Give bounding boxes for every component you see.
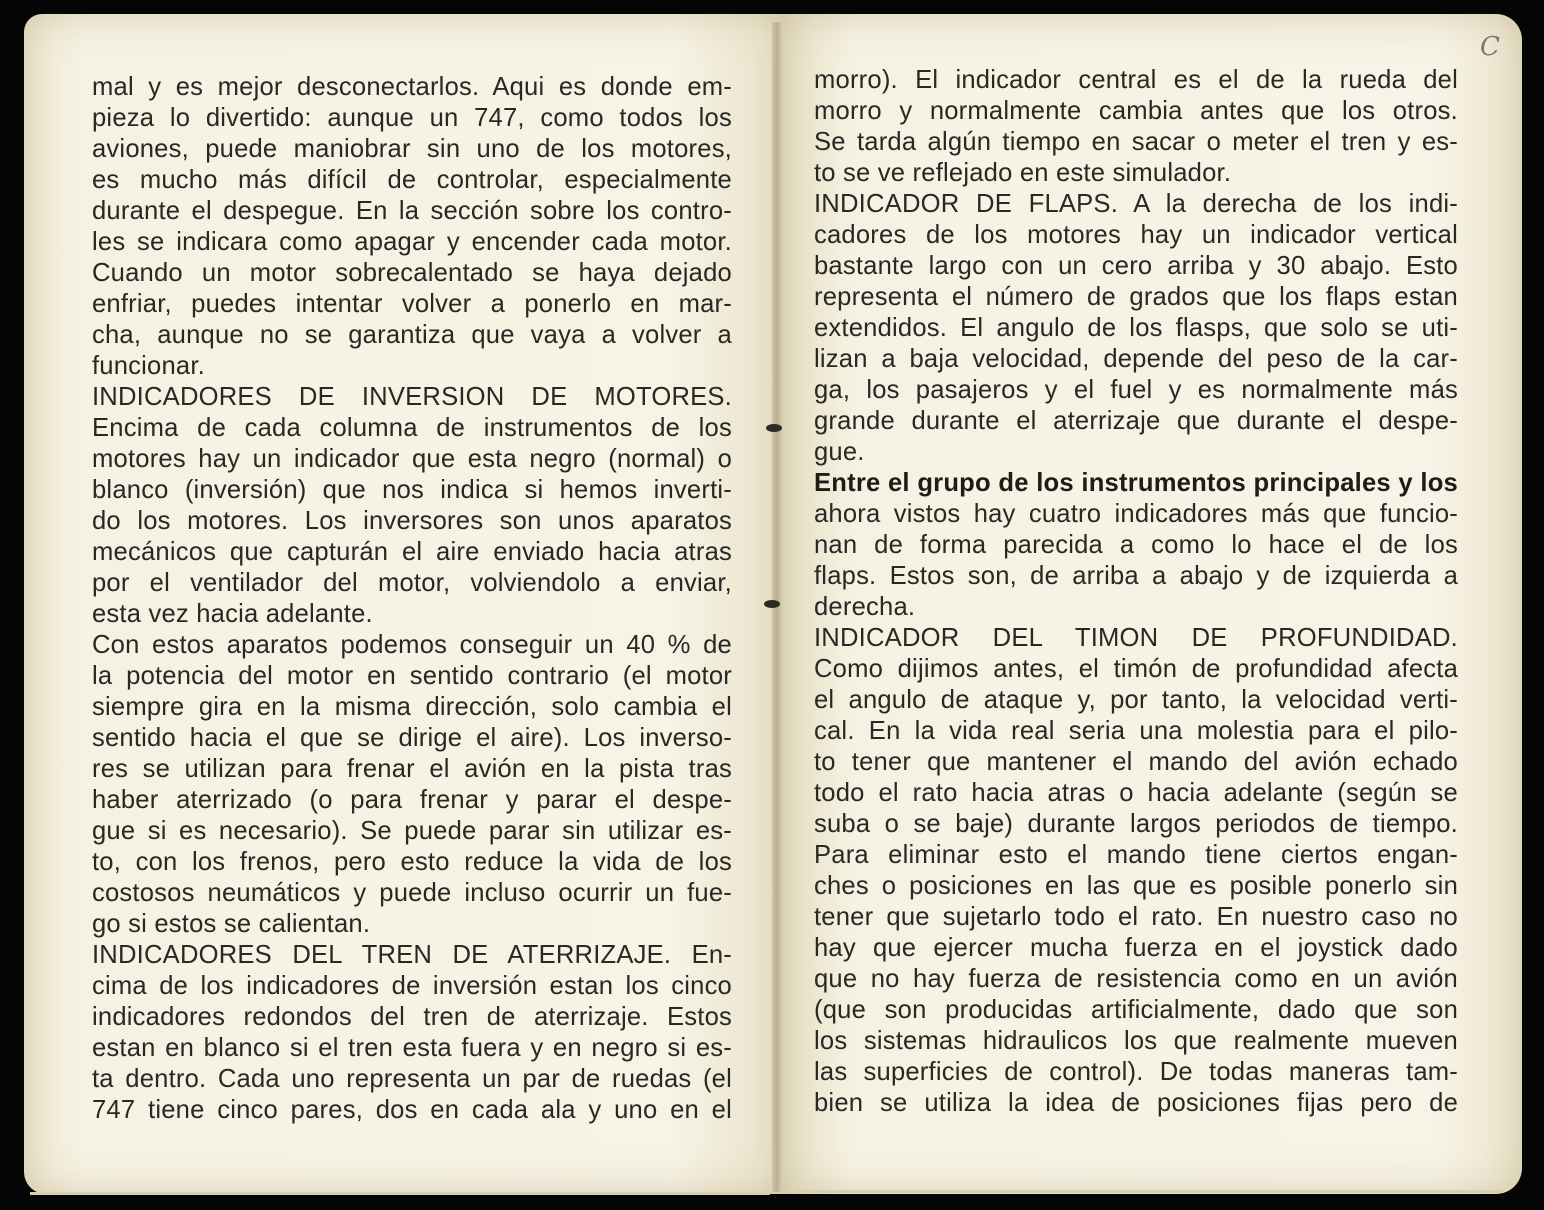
text-line: cha, aunque no se garantiza que vaya a volver a — [92, 321, 732, 349]
text-line: grande durante el aterrizaje que durante el despe- — [814, 407, 1458, 435]
text-line: cima de los indicadores de inversión estan los cinco — [92, 972, 732, 1000]
text-line: ta dentro. Cada uno representa un par de ruedas (el — [92, 1065, 732, 1093]
text-line: ches o posiciones en las que es posible ponerlo sin — [814, 872, 1458, 900]
text-line: extendidos. El angulo de los flasps, que solo se uti- — [814, 314, 1458, 342]
text-line: to tener que mantener el mando del avión echado — [814, 748, 1458, 776]
text-line: (que son producidas artificialmente, dado que son — [814, 996, 1458, 1024]
text-line: mal y es mejor desconectarlos. Aqui es donde em- — [92, 73, 732, 101]
text-line: les se indicara como apagar y encender cada motor. — [92, 228, 732, 256]
text-line: Como dijimos antes, el timón de profundidad afecta — [814, 655, 1458, 683]
text-line: los sistemas hidraulicos los que realmente mueven — [814, 1027, 1458, 1055]
staple-hole-bottom — [764, 600, 780, 608]
text-line: que no hay fuerza de resistencia como en un avión — [814, 965, 1458, 993]
text-line: bien se utiliza la idea de posiciones fijas pero de — [814, 1089, 1458, 1117]
text-line: gue si es necesario). Se puede parar sin utilizar es- — [92, 817, 732, 845]
text-line: pieza lo divertido: aunque un 747, como todos los — [92, 104, 732, 132]
text-line-bold: Entre el grupo de los instrumentos principales y los — [814, 469, 1458, 497]
text-line: Encima de cada columna de instrumentos de los — [92, 414, 732, 442]
text-line: go si estos se calientan. — [92, 910, 371, 938]
text-line: la potencia del motor en sentido contrario (el motor — [92, 662, 732, 690]
text-line: el angulo de ataque y, por tanto, la velocidad verti- — [814, 686, 1458, 714]
text-line: hay que ejercer mucha fuerza en el joystick dado — [814, 934, 1458, 962]
text-line: lizan a baja velocidad, depende del peso de la car- — [814, 345, 1458, 373]
right-page-text — [814, 65, 1458, 1119]
staple-hole-top — [766, 424, 782, 432]
text-line: suba o se baje) durante largos periodos de tiempo. — [814, 810, 1458, 838]
text-line: durante el despegue. En la sección sobre los contro- — [92, 197, 732, 225]
text-line: todo el rato hacia atras o hacia adelante (según se — [814, 779, 1458, 807]
text-line: derecha. — [814, 593, 916, 621]
text-line: cadores de los motores hay un indicador vertical — [814, 221, 1458, 249]
text-line: las superficies de control). De todas maneras tam- — [814, 1058, 1458, 1086]
text-line: por el ventilador del motor, volviendolo a enviar, — [92, 569, 732, 597]
text-line: tener que sujetarlo todo el rato. En nuestro caso no — [814, 903, 1458, 931]
text-line: cal. En la vida real seria una molestia para el pilo- — [814, 717, 1458, 745]
text-line: enfriar, puedes intentar volver a ponerlo en mar- — [92, 290, 732, 318]
section-heading: INDICADORES DEL TREN DE ATERRIZAJE. En- — [92, 941, 732, 969]
text-line: bastante largo con un cero arriba y 30 abajo. Esto — [814, 252, 1458, 280]
page-corner-mark: C — [1480, 32, 1500, 62]
text-line: gue. — [814, 438, 865, 466]
text-line: to se ve reflejado en este simulador. — [814, 159, 1232, 187]
section-heading: INDICADORES DE INVERSION DE MOTORES. — [92, 383, 732, 411]
text-line: Con estos aparatos podemos conseguir un 40 % de — [92, 631, 732, 659]
right-page-bottom-edge — [784, 1190, 1504, 1193]
text-line: funcionar. — [92, 352, 205, 380]
text-line: res se utilizan para frenar el avión en la pista tras — [92, 755, 732, 783]
text-line: sentido hacia el que se dirige el aire). Los inverso- — [92, 724, 732, 752]
text-line: morro). El indicador central es el de la rueda del — [814, 66, 1458, 94]
text-line: motores hay un indicador que esta negro (normal) o — [92, 445, 732, 473]
text-line: to, con los frenos, pero esto reduce la vida de los — [92, 848, 732, 876]
left-page-bottom-edge — [30, 1192, 770, 1195]
text-line: blanco (inversión) que nos indica si hemos inverti- — [92, 476, 732, 504]
text-line: representa el número de grados que los flaps estan — [814, 283, 1458, 311]
left-page-text — [92, 72, 732, 1126]
text-line: estan en blanco si el tren esta fuera y en negro si es- — [92, 1034, 732, 1062]
text-line: esta vez hacia adelante. — [92, 600, 373, 628]
text-line: mecánicos que capturán el aire enviado hacia atras — [92, 538, 732, 566]
text-line: do los motores. Los inversores son unos aparatos — [92, 507, 732, 535]
text-line: ahora vistos hay cuatro indicadores más que funcio- — [814, 500, 1458, 528]
text-line: indicadores redondos del tren de aterrizaje. Estos — [92, 1003, 732, 1031]
text-line: 747 tiene cinco pares, dos en cada ala y uno en el — [92, 1096, 732, 1124]
text-line: Se tarda algún tiempo en sacar o meter el tren y es- — [814, 128, 1458, 156]
text-line: costosos neumáticos y puede incluso ocurrir un fue- — [92, 879, 732, 907]
text-line: ga, los pasajeros y el fuel y es normalmente más — [814, 376, 1458, 404]
text-line: siempre gira en la misma dirección, solo cambia el — [92, 693, 732, 721]
text-line: nan de forma parecida a como lo hace el de los — [814, 531, 1458, 559]
text-line: Cuando un motor sobrecalentado se haya dejado — [92, 259, 732, 287]
text-line: es mucho más difícil de controlar, especialmente — [92, 166, 732, 194]
text-line: haber aterrizado (o para frenar y parar el despe- — [92, 786, 732, 814]
text-line: Para eliminar esto el mando tiene ciertos engan- — [814, 841, 1458, 869]
text-line: morro y normalmente cambia antes que los otros. — [814, 97, 1458, 125]
text-line: flaps. Estos son, de arriba a abajo y de izquierda a — [814, 562, 1458, 590]
section-heading: INDICADOR DE FLAPS. A la derecha de los indi- — [814, 190, 1458, 218]
section-heading: INDICADOR DEL TIMON DE PROFUNDIDAD. — [814, 624, 1458, 652]
text-line: aviones, puede maniobrar sin uno de los motores, — [92, 135, 732, 163]
